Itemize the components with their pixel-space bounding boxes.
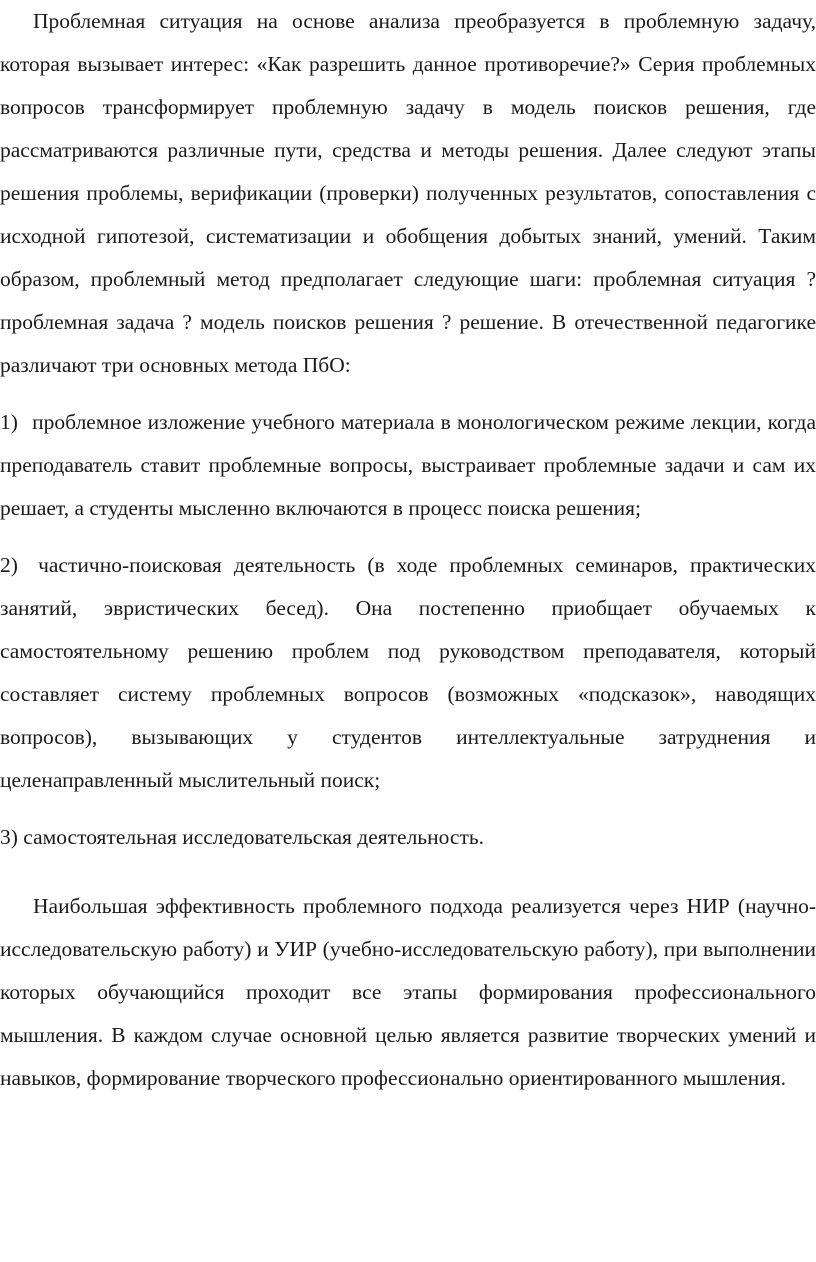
paragraph-conclusion: Наибольшая эффективность проблемного подхода реализуется через НИР (научно-исследовательскую работу) и УИР (учебно-исследовательскую работу), при выполнении которых обучающийся проходит все этапы формирования профессионального мышления. В каждом случае основной целью является развитие творческих умений и навыков, формирование творческого профессионально ориентированного мышления. — [0, 894, 816, 1090]
list-item-number: 1) — [0, 410, 18, 434]
list-item-text: частично-поисковая деятельность (в ходе проблемных семинаров, практических занятий, эвристических бесед). Она постепенно приобщает обучаемых к самостоятельному решению проблем под руководством преподавателя, который составляет систему проблемных вопросов (возможных «подсказок», наводящих вопросов), вызывающих у студентов интеллектуальные затруднения и целенаправленный мыслительный поиск; — [0, 553, 816, 792]
list-item-number: 3) — [0, 825, 18, 849]
list-item-number: 2) — [0, 553, 18, 577]
list-item-text: проблемное изложение учебного материала в монологическом режиме лекции, когда преподаватель ставит проблемные вопросы, выстраивает проблемные задачи и сам их решает, а студенты мысленно включаются в процесс поиска решения; — [0, 410, 816, 520]
list-item-3 — [0, 816, 816, 859]
list-item-text: самостоятельная исследовательская деятельность. — [23, 825, 485, 849]
list-item-1 — [0, 401, 816, 530]
list-item-2 — [0, 544, 816, 802]
paragraph-intro: Проблемная ситуация на основе анализа преобразуется в проблемную задачу, которая вызывает интерес: «Как разрешить данное противоречие?» Серия проблемных вопросов трансформирует проблемную задачу в модель поисков решения, где рассматриваются различные пути, средства и методы решения. Далее следуют этапы решения проблемы, верификации (проверки) полученных результатов, сопоставления с исходной гипотезой, систематизации и обобщения добытых знаний, умений. Таким образом, проблемный метод предполагает следующие шаги: проблемная ситуация ? проблемная задача ? модель поисков решения ? решение. В отечественной педагогике различают три основных метода ПбО: — [0, 9, 816, 377]
